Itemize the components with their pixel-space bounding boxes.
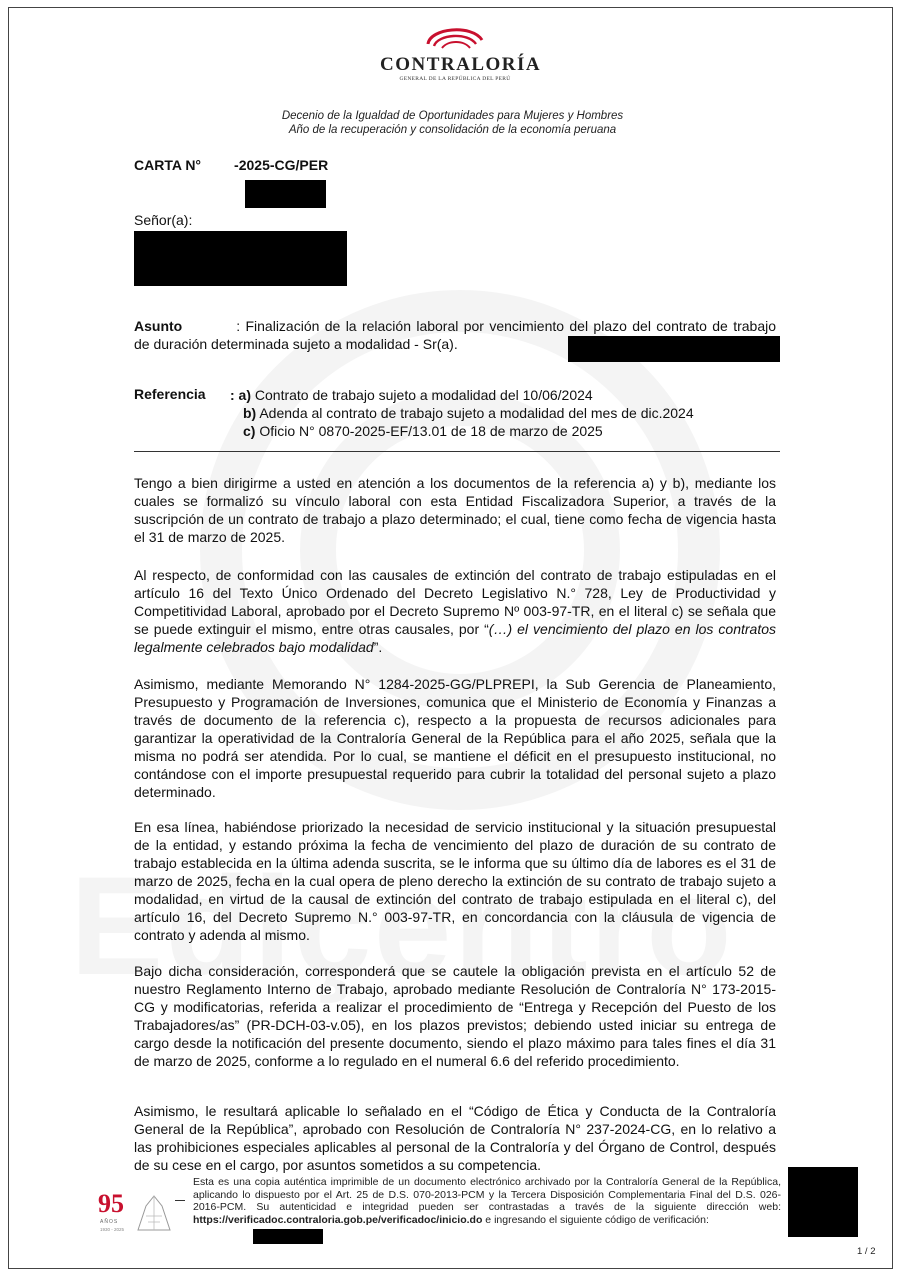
referencia-text: Contrato de trabajo sujeto a modalidad del 10/06/2024: [251, 387, 593, 403]
contraloria-logo: [380, 22, 542, 92]
anniversary-anos: AÑOS: [100, 1219, 119, 1225]
referencia-item: [230, 404, 694, 422]
referencia-item: [230, 386, 694, 404]
paragraph-1: Tengo a bien dirigirme a usted en atención a los documentos de la referencia a) y b), mediante los cuales se formalizó su vínculo laboral con esta Entidad Fiscalizadora Superior, a través de la suscripción de un contrato de trabajo a plazo determinado; el cual, tiene como fecha de vigencia hasta el 31 de marzo de 2025.: [134, 475, 776, 545]
footer-text-b: e ingresando el siguiente código de verificación:: [482, 1213, 709, 1226]
redaction-box: [568, 336, 780, 362]
carta-label: CARTA N°: [134, 157, 202, 173]
divider: [134, 451, 780, 452]
asunto-text: : Finalización de la relación laboral por vencimiento del plazo del contrato de trabajo de duración determinada sujeto a modalidad - Sr(a).: [134, 318, 776, 352]
referencia-text: Oficio N° 0870-2025-EF/13.01 de 18 de marzo de 2025: [255, 423, 603, 439]
qr-code-redacted: [788, 1167, 858, 1237]
paragraph-2-quote: (…) el vencimiento del plazo en los contratos legalmente celebrados bajo modalidad: [134, 621, 776, 655]
redaction-box: [134, 231, 347, 286]
carta-number: [134, 157, 328, 173]
page-number: 1 / 2: [857, 1246, 876, 1257]
paragraph-5: Bajo dicha consideración, corresponderá que se cautele la obligación prevista en el artículo 52 de nuestro Reglamento Interno de Trabajo, aprobado mediante Resolución de Contraloría N° 173-2015-CG y modificatorias, referida a realizar el procedimiento de “Entrega y Recepción del Puesto de los Trabajadores/as” (PR-DCH-03-v.05), en los plazos previstos; debiendo usted iniciar su entrega de cargo desde la notificación del presente documento, siendo el plazo máximo para tales fines el día 31 de marzo de 2025, conforme a lo regulado en el numeral 6.6 del referido procedimiento.: [134, 963, 776, 1069]
referencia-prefix: : a): [230, 387, 251, 403]
logo-subtitle: GENERAL DE LA REPÚBLICA DEL PERÚ: [399, 76, 511, 82]
referencia-prefix: b): [243, 405, 257, 421]
paragraph-2-end: ”.: [373, 639, 383, 655]
referencia-text: Adenda al contrato de trabajo sujeto a modalidad del mes de dic.2024: [256, 405, 694, 421]
anniversary-years: 1930 - 2025: [100, 1227, 125, 1232]
recipient-salutation: Señor(a):: [134, 212, 193, 228]
redaction-box: [245, 180, 326, 208]
referencia-label: Referencia: [134, 386, 206, 402]
footer-authenticity-text: [193, 1176, 781, 1226]
footer-text-a: Esta es una copia auténtica imprimible de un documento electrónico archivado por la Contraloría General de la República, aplicando lo dispuesto por el Art. 25 de D.S. 070-2013-PCM y la Tercera Disposición Complementaria Final del D.S. 026- 2016-PCM. Su autenticidad e integridad pueden ser contrastadas a través de la siguiente dirección web:: [193, 1176, 781, 1214]
decree-line-2: Año de la recuperación y consolidación de la economía peruana: [288, 124, 617, 136]
logo-name: CONTRALORÍA: [380, 54, 542, 75]
decree-header: [0, 109, 905, 137]
verification-link[interactable]: https://verificadoc.contraloria.gob.pe/verificadoc/inicio.do: [193, 1213, 483, 1226]
footer-dash: [175, 1200, 185, 1201]
paragraph-4: En esa línea, habiéndose priorizado la necesidad de servicio institucional y la situación presupuestal de la entidad, y estando próxima la fecha de vencimiento del plazo de duración de su contrato de trabajo establecida en la última adenda suscrita, se le informa que su último día de labores es el 31 de marzo de 2025, fecha en la cual opera de pleno derecho la extinción de su contrato de trabajo sujeto a modalidad, en virtud de la causal de extinción del contrato de trabajo estipulada en el literal c), del artículo 16, del Decreto Supremo N.° 003-97-TR, en concordancia con la cláusula de vigencia de contrato y adenda al mismo.: [134, 819, 776, 943]
asunto-label: Asunto: [134, 318, 183, 334]
paragraph-2: [134, 566, 776, 656]
carta-code: -2025-CG/PER: [234, 157, 329, 173]
redaction-box: [253, 1229, 323, 1244]
decree-line-1: Decenio de la Igualdad de Oportunidades para Mujeres y Hombres: [281, 110, 624, 122]
anniversary-number: 95: [98, 1189, 124, 1218]
paragraph-3: Asimismo, mediante Memorando N° 1284-2025-GG/PLPREPI, la Sub Gerencia de Planeamiento, Presupuesto y Programación de Inversiones, comunica que el Ministerio de Economía y Finanzas a través de documento de la referencia c), respecto a la propuesta de recursos adicionales para garantizar la operatividad de la Contraloría General de la República para el año 2025, señala que la misma no podrá ser atendida. Por lo cual, se mantiene el déficit en el presupuesto institucional, no contándose con el importe presupuestal requerido para cubrir la totalidad del personal sujeto a plazo determinado.: [134, 676, 776, 800]
paragraph-2-text: Al respecto, de conformidad con las causales de extinción del contrato de trabajo estipuladas en el artículo 16 del Texto Único Ordenado del Decreto Legislativo N.° 728, Ley de Productividad y Competitividad Laboral, aprobado por el Decreto Supremo Nº 003-97-TR, en el literal c) se señala que se puede extinguir el mismo, entre otras causales, por “: [134, 567, 776, 637]
referencia-list: [230, 386, 694, 440]
referencia-item: [230, 422, 694, 440]
building-icon: [134, 1192, 174, 1232]
paragraph-6: Asimismo, le resultará aplicable lo señalado en el “Código de Ética y Conducta de la Contraloría General de la República”, aprobado con Resolución de Contraloría N° 237-2024-CG, en lo relativo a las prohibiciones especiales aplicables al personal de la Contraloría y del Órgano de Control, después de su cese en el cargo, por asuntos sometidos a su competencia.: [134, 1103, 776, 1173]
anniversary-logo: [98, 1190, 178, 1236]
logo-swirl-icon: [420, 22, 490, 56]
referencia-prefix: c): [243, 423, 256, 439]
